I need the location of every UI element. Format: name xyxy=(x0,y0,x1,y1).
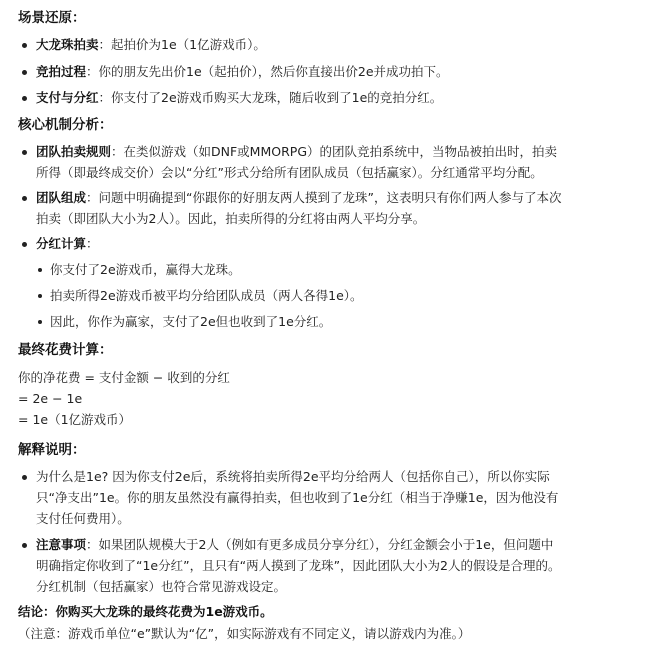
team-line1 xyxy=(36,187,647,209)
bullet-dot xyxy=(22,475,27,480)
sub-bullet-dot xyxy=(38,320,42,324)
bullet-dot xyxy=(22,543,27,548)
final-line-1: 你的净花费 = 支付金额 − 收到的分红 xyxy=(18,370,230,385)
calc-line xyxy=(36,233,647,255)
scene-item-payment xyxy=(36,87,647,109)
note-line2: 明确指定你收到了“1e分红”，且只有“两人摸到了龙珠”，因此团队大小为2人的假设是合理的。 xyxy=(36,558,561,573)
bullet-dot xyxy=(22,242,27,247)
item-label: 注意事项 xyxy=(36,537,87,552)
note-line3: 分红机制（包括赢家）也符合常见游戏设定。 xyxy=(36,579,287,594)
bullet-dot xyxy=(22,196,27,201)
bullet-dot xyxy=(22,96,27,101)
note-line1 xyxy=(36,534,647,556)
sub-bullet-dot xyxy=(38,268,42,272)
analysis-heading: 核心机制分析： xyxy=(18,117,113,133)
final-heading: 最终花费计算： xyxy=(18,342,113,358)
calc-sub-2: 拍卖所得2e游戏币被平均分给团队成员（两人各得1e）。 xyxy=(50,288,363,303)
item-label: 团队组成 xyxy=(36,190,87,205)
item-text: ：在类似游戏（如DNF或MMORPG）的团队竞拍系统中，当物品被拍出时，拍卖 xyxy=(111,144,558,159)
sub-bullet-dot xyxy=(38,294,42,298)
rule-line1 xyxy=(36,141,647,163)
item-text: ：问题中明确提到“你跟你的好朋友两人摸到了龙珠”，这表明只有你们两人参与了本次 xyxy=(86,190,562,205)
final-line-3: = 1e（1亿游戏币） xyxy=(18,412,132,427)
scene-item-auction xyxy=(36,34,647,56)
bullet-dot xyxy=(22,43,27,48)
final-line-2: = 2e − 1e xyxy=(18,391,83,406)
explain-heading: 解释说明： xyxy=(18,442,86,458)
bullet-dot xyxy=(22,70,27,75)
item-label: 分红计算 xyxy=(36,236,87,251)
rule-line2: 所得（即最终成交价）会以“分红”形式分给所有团队成员（包括赢家）。分红通常平均分配。 xyxy=(36,165,543,180)
item-text: ： xyxy=(86,236,99,251)
calc-sub-1: 你支付了2e游戏币，赢得大龙珠。 xyxy=(50,262,241,277)
calc-sub-3: 因此，你作为赢家，支付了2e但也收到了1e分红。 xyxy=(50,314,332,329)
bullet-dot xyxy=(22,150,27,155)
item-label: 竞拍过程 xyxy=(36,64,87,79)
item-text: ：起拍价为1e（1亿游戏币）。 xyxy=(98,37,266,52)
scene-heading: 场景还原： xyxy=(18,10,86,26)
why-line3: 支付任何费用）。 xyxy=(36,511,130,526)
item-label: 团队拍卖规则 xyxy=(36,144,112,159)
footnote: （注意：游戏币单位“e”默认为“亿”，如实际游戏有不同定义，请以游戏内为准。） xyxy=(18,626,471,641)
why-line2: 只“净支出”1e。你的朋友虽然没有赢得拍卖，但也收到了1e分红（相当于净赚1e，因为他没有 xyxy=(36,490,559,505)
why-line1: 为什么是1e? 因为你支付2e后，系统将拍卖所得2e平均分给两人（包括你自己），所以你实际 xyxy=(36,469,550,484)
item-text: ：如果团队规模大于2人（例如有更多成员分享分红），分红金额会小于1e，但问题中 xyxy=(86,537,554,552)
item-text: ：你的朋友先出价1e（起拍价），然后你直接出价2e并成功拍下。 xyxy=(86,64,449,79)
team-line2: 拍卖（即团队大小为2人）。因此，拍卖所得的分红将由两人平均分享。 xyxy=(36,211,426,226)
scene-item-bidding xyxy=(36,61,647,83)
conclusion: 结论：你购买大龙珠的最终花费为1e游戏币。 xyxy=(18,604,273,619)
item-label: 大龙珠拍卖 xyxy=(36,37,99,52)
item-text: ：你支付了2e游戏币购买大龙珠，随后收到了1e的竞拍分红。 xyxy=(98,90,443,105)
item-label: 支付与分红 xyxy=(36,90,99,105)
